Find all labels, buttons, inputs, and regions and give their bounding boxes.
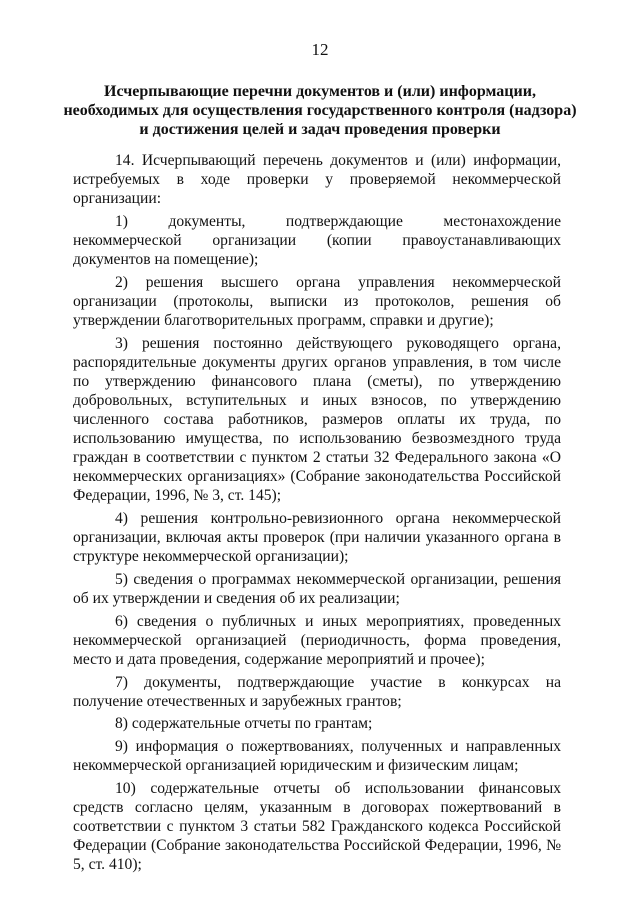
section-heading — [60, 82, 580, 139]
list-item: 9) информация о пожертвованиях, полученных и направленных некоммерческой организацией юридическим и физическим лицам; — [73, 738, 561, 775]
list-item: 10) содержательные отчеты об использовании финансовых средств согласно целям, указанным в договорах пожертвований в соответствии с пунктом 3 статьи 582 Гражданского кодекса Российской Федерации (Собрание законодательства Российской Федерации, 1996, № 5, ст. 410); — [73, 779, 561, 874]
list-item: 4) решения контрольно-ревизионного органа некоммерческой организации, включая акты проверок (при наличии указанного органа в структуре некоммерческой организации); — [73, 510, 561, 566]
heading-line: и достижения целей и задач проведения проверки — [139, 121, 501, 138]
page-number: 12 — [311, 40, 329, 59]
list-item: 8) содержательные отчеты по грантам; — [115, 715, 373, 733]
list-item: 7) документы, подтверждающие участие в конкурсах на получение отечественных и зарубежных грантов; — [73, 673, 561, 710]
list-item: 6) сведения о публичных и иных мероприятиях, проведенных некоммерческой организацией (периодичность, форма проведения, место и дата проведения, содержание мероприятий и прочее); — [73, 612, 561, 668]
document-body — [73, 151, 561, 878]
paragraph-intro: 14. Исчерпывающий перечень документов и (или) информации, истребуемых в ходе проверки у проверяемой некоммерческой организации: — [73, 152, 561, 208]
list-item: 2) решения высшего органа управления некоммерческой организации (протоколы, выписки из протоколов, решения об утверждении благотворительных программ, справки и другие); — [73, 273, 561, 329]
heading-line: необходимых для осуществления государственного контроля (надзора) — [63, 102, 577, 119]
list-item: 3) решения постоянно действующего руководящего органа, распорядительные документы других органов управления, в том числе по утверждению финансового плана (сметы), по утверждению добровольных, вступительных и иных взносов, по утверждению численного состава работников, размеров оплаты их труда, по использованию имущества, по использованию безвозмездного труда граждан в соответствии с пунктом 2 статьи 32 Федерального закона «О некоммерческих организациях» (Собрание законодательства Российской Федерации, 1996, № 3, ст. 145); — [73, 334, 561, 505]
heading-line: Исчерпывающие перечни документов и (или) информации, — [104, 83, 536, 100]
list-item: 5) сведения о программах некоммерческой организации, решения об их утверждении и сведения об их реализации; — [73, 570, 561, 608]
list-item: 1) документы, подтверждающие местонахождение некоммерческой организации (копии правоустанавливающих документов на помещение); — [73, 212, 561, 269]
